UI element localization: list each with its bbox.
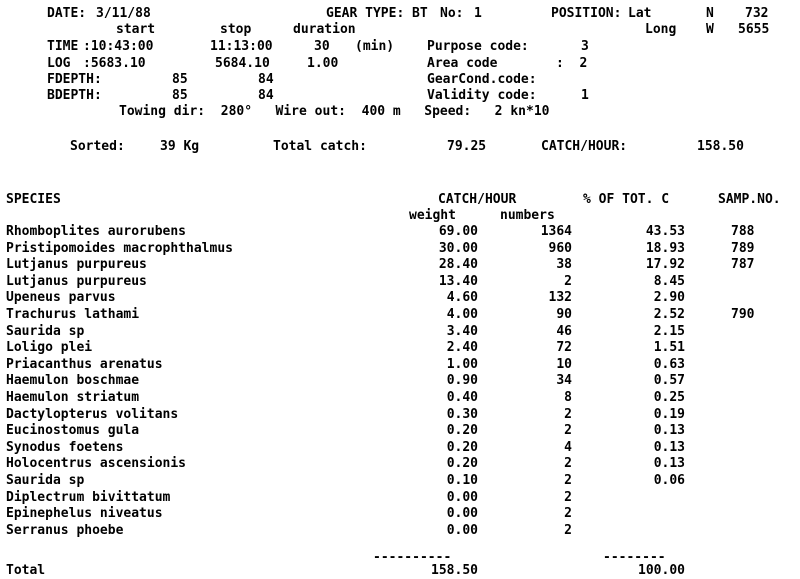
cell-numbers: 10 (556, 357, 572, 372)
no-label: No: (440, 6, 464, 21)
cell-weight: 0.40 (446, 390, 478, 405)
catch-hour-column-header: CATCH/HOUR (438, 192, 517, 207)
cell-species: Lutjanus purpureus (6, 274, 147, 289)
log-label: LOG (47, 56, 71, 71)
gear-type-label: GEAR TYPE: (326, 6, 405, 21)
cell-weight: 13.40 (438, 274, 478, 289)
cell-weight: 0.10 (446, 473, 478, 488)
total-label: Total (6, 563, 46, 578)
cell-weight: 30.00 (438, 241, 478, 256)
weight-total-separator: ---------- (373, 550, 452, 565)
cell-numbers: 46 (556, 324, 572, 339)
cell-species: Diplectrum bivittatum (6, 490, 171, 505)
cell-numbers: 2 (564, 506, 572, 521)
cell-pct: 18.93 (645, 241, 685, 256)
cell-pct: 43.53 (645, 224, 685, 239)
cell-weight: 0.00 (446, 506, 478, 521)
cell-species: Haemulon striatum (6, 390, 140, 405)
log-duration: 1.00 (307, 56, 339, 71)
long-hemisphere: W (706, 22, 714, 37)
cell-weight: 69.00 (438, 224, 478, 239)
cell-numbers: 132 (548, 290, 572, 305)
sorted-value: 39 Kg (160, 139, 200, 154)
cell-weight: 28.40 (438, 257, 478, 272)
time-start: :10:43:00 (83, 39, 154, 54)
cell-samp: 789 (731, 241, 755, 256)
cell-numbers: 960 (548, 241, 572, 256)
cell-weight: 0.20 (446, 440, 478, 455)
sorted-label: Sorted: (70, 139, 125, 154)
cell-samp: 788 (731, 224, 755, 239)
cell-weight: 0.00 (446, 490, 478, 505)
cell-pct: 1.51 (653, 340, 685, 355)
position-label: POSITION: (551, 6, 622, 21)
validity-value: 1 (581, 88, 589, 103)
cell-species: Upeneus parvus (6, 290, 116, 305)
cell-numbers: 2 (564, 423, 572, 438)
cell-pct: 17.92 (645, 257, 685, 272)
col-start-label: start (116, 22, 156, 37)
cell-pct: 0.19 (653, 407, 685, 422)
cell-species: Trachurus lathami (6, 307, 140, 322)
percent-total-column-header: % OF TOT. C (583, 192, 670, 207)
percent-total-separator: -------- (603, 550, 666, 565)
cell-species: Rhomboplites aurorubens (6, 224, 187, 239)
cell-numbers: 2 (564, 456, 572, 471)
cell-numbers: 72 (556, 340, 572, 355)
time-duration: 30 (314, 39, 330, 54)
cell-species: Eucinostomus gula (6, 423, 140, 438)
cell-species: Loligo plei (6, 340, 93, 355)
cell-pct: 2.15 (653, 324, 685, 339)
long-label: Long (645, 22, 677, 37)
cell-weight: 0.00 (446, 523, 478, 538)
gearcond-label: GearCond.code: (427, 72, 537, 87)
cell-species: Haemulon boschmae (6, 373, 140, 388)
total-catch-label: Total catch: (273, 139, 367, 154)
time-stop: 11:13:00 (210, 39, 273, 54)
total-weight: 158.50 (431, 563, 478, 578)
bdepth-start: 85 (172, 88, 188, 103)
cell-numbers: 2 (564, 473, 572, 488)
sample-number-column-header: SAMP.NO. (718, 192, 781, 207)
purpose-label: Purpose code: (427, 39, 529, 54)
col-duration-label: duration (293, 22, 356, 37)
cell-numbers: 38 (556, 257, 572, 272)
cell-species: Priacanthus arenatus (6, 357, 163, 372)
cell-species: Lutjanus purpureus (6, 257, 147, 272)
cell-numbers: 4 (564, 440, 572, 455)
cell-pct: 2.90 (653, 290, 685, 305)
cell-pct: 8.45 (653, 274, 685, 289)
log-start: :5683.10 (83, 56, 146, 71)
area-value: : 2 (556, 56, 588, 71)
cell-weight: 1.00 (446, 357, 478, 372)
lat-value: 732 (745, 6, 769, 21)
towing-line: Towing dir: 280° Wire out: 400 m Speed: 2 kn*10 (119, 104, 550, 119)
cell-numbers: 90 (556, 307, 572, 322)
cell-species: Saurida sp (6, 324, 85, 339)
cell-pct: 2.52 (653, 307, 685, 322)
lat-hemisphere: N (706, 6, 714, 21)
cell-species: Holocentrus ascensionis (6, 456, 187, 471)
fdepth-stop: 84 (258, 72, 274, 87)
area-label: Area code (427, 56, 498, 71)
cell-numbers: 8 (564, 390, 572, 405)
cell-species: Synodus foetens (6, 440, 124, 455)
cell-weight: 0.90 (446, 373, 478, 388)
cell-numbers: 2 (564, 523, 572, 538)
bdepth-stop: 84 (258, 88, 274, 103)
cell-species: Saurida sp (6, 473, 85, 488)
catch-hour-value: 158.50 (697, 139, 744, 154)
weight-column-header: weight (409, 208, 456, 223)
date-value: 3/11/88 (96, 6, 151, 21)
cell-pct: 0.06 (653, 473, 685, 488)
cell-weight: 4.60 (446, 290, 478, 305)
fdepth-label: FDEPTH: (47, 72, 102, 87)
cell-samp: 790 (731, 307, 755, 322)
cell-pct: 0.13 (653, 440, 685, 455)
cell-pct: 0.57 (653, 373, 685, 388)
cell-species: Serranus phoebe (6, 523, 124, 538)
cell-samp: 787 (731, 257, 755, 272)
cell-weight: 3.40 (446, 324, 478, 339)
col-stop-label: stop (220, 22, 252, 37)
long-value: 5655 (738, 22, 770, 37)
time-unit: (min) (355, 39, 395, 54)
cell-weight: 0.30 (446, 407, 478, 422)
bdepth-label: BDEPTH: (47, 88, 102, 103)
total-percent: 100.00 (638, 563, 685, 578)
total-catch-value: 79.25 (447, 139, 487, 154)
purpose-value: 3 (581, 39, 589, 54)
log-stop: 5684.10 (215, 56, 270, 71)
cell-weight: 4.00 (446, 307, 478, 322)
no-value: 1 (474, 6, 482, 21)
cell-species: Epinephelus niveatus (6, 506, 163, 521)
catch-hour-label: CATCH/HOUR: (541, 139, 628, 154)
time-label: TIME (47, 39, 79, 54)
cell-weight: 0.20 (446, 423, 478, 438)
gear-type-value: BT (412, 6, 428, 21)
cell-weight: 0.20 (446, 456, 478, 471)
cell-species: Pristipomoides macrophthalmus (6, 241, 233, 256)
validity-label: Validity code: (427, 88, 537, 103)
cell-numbers: 34 (556, 373, 572, 388)
cell-pct: 0.13 (653, 423, 685, 438)
cell-pct: 0.63 (653, 357, 685, 372)
cell-numbers: 1364 (540, 224, 572, 239)
cell-weight: 2.40 (446, 340, 478, 355)
cell-numbers: 2 (564, 490, 572, 505)
cell-pct: 0.13 (653, 456, 685, 471)
cell-species: Dactylopterus volitans (6, 407, 179, 422)
fdepth-start: 85 (172, 72, 188, 87)
cell-pct: 0.25 (653, 390, 685, 405)
numbers-column-header: numbers (500, 208, 555, 223)
lat-label: Lat (628, 6, 652, 21)
date-label: DATE: (47, 6, 87, 21)
species-column-header: SPECIES (6, 192, 61, 207)
cell-numbers: 2 (564, 407, 572, 422)
cell-numbers: 2 (564, 274, 572, 289)
